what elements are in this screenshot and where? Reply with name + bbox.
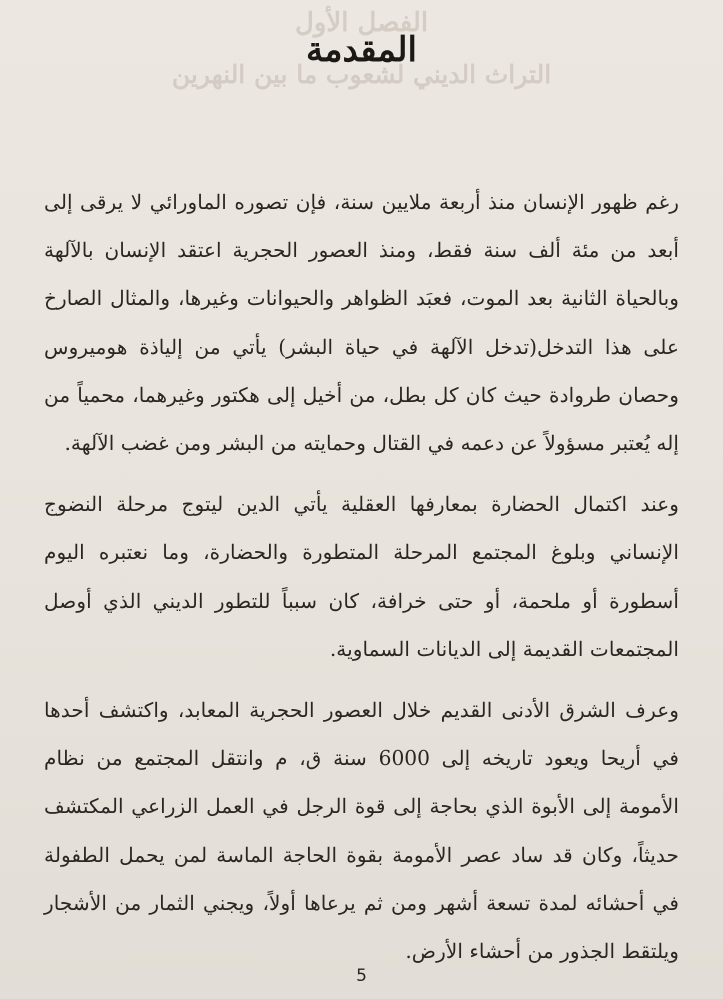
page-number: 5 xyxy=(356,966,367,986)
paragraph-3: وعرف الشرق الأدنى القديم خلال العصور الحجرية المعابد، واكتشف أحدها في أريحا ويعود تاريخه إلى 6000 سنة ق، م وانتقل المجتمع من نظام الأمومة إلى الأبوة الذي بحاجة إلى قوة الرجل في العمل الزراعي المكتشف حديثاً، وكان قد ساد عصر الأمومة بقوة الحاجة الماسة لمن يحمل الطفولة في أحشائه لمدة تسعة أشهر ومن ثم يرعاها أولاً، ويجني الثمار من الأشجار ويلتقط الجذور من أحشاء الأرض. xyxy=(44,698,679,964)
body-text xyxy=(44,178,679,975)
bleed-through-chapter-label: الفصل الأول xyxy=(294,8,429,38)
bleed-through-chapter-subtitle: التراث الديني لشعوب ما بين النهرين xyxy=(171,60,552,89)
paragraph-1: رغم ظهور الإنسان منذ أربعة ملايين سنة، فإن تصوره الماورائي لا يرقى إلى أبعد من مئة ألف سنة فقط، ومنذ العصور الحجرية اعتقد الإنسان بالآلهة وبالحياة الثانية بعد الموت، فعبَد الظواهر والحيوانات وغيرها، والمثال الصارخ على هذا التدخل(تدخل الآلهة في حياة البشر) يأتي من إلياذة هوميروس وحصان طروادة حيث كان كل بطل، من أخيل إلى هكتور وغيرهما، محمياً من إله يُعتبر مسؤولاً عن دعمه في القتال وحمايته من البشر ومن غضب الآلهة. xyxy=(44,190,679,456)
page-title: المقدمة xyxy=(306,30,417,70)
paragraph-2: وعند اكتمال الحضارة بمعارفها العقلية يأتي الدين ليتوج مرحلة النضوج الإنساني وبلوغ المجتمع المرحلة المتطورة والحضارة، وما نعتبره اليوم أسطورة أو ملحمة، أو حتى خرافة، كان سبباً للتطور الديني الذي أوصل المجتمعات القديمة إلى الديانات السماوية. xyxy=(44,492,679,661)
